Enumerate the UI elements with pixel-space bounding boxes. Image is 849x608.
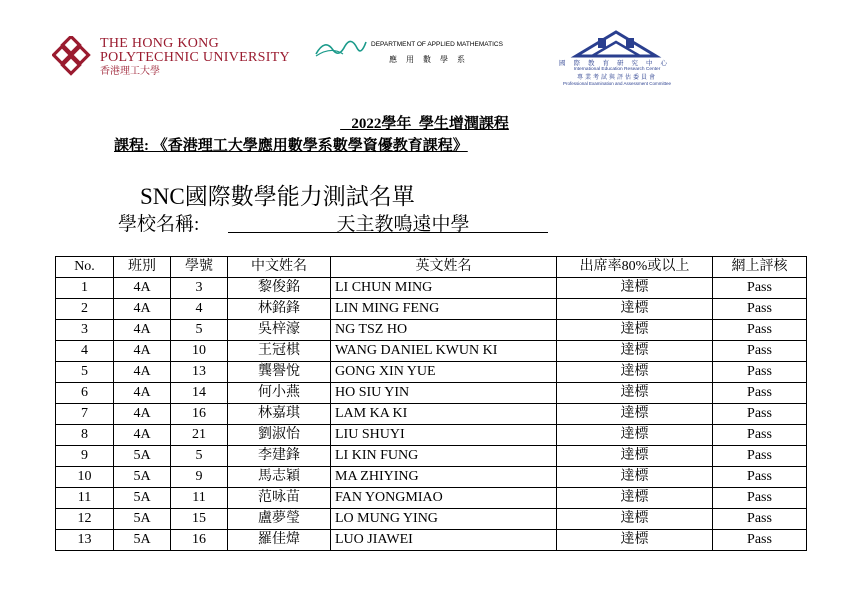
cell-attendance: 達標 — [557, 404, 713, 425]
cell-online-assessment: Pass — [713, 362, 807, 383]
leap-name-line1: 國際教育研究中心 — [559, 60, 675, 67]
cell-attendance: 達標 — [557, 362, 713, 383]
cell-online-assessment: Pass — [713, 446, 807, 467]
cell-number: 7 — [56, 404, 114, 425]
cell-class: 5A — [114, 530, 171, 551]
polyu-name-line2: POLYTECHNIC UNIVERSITY — [100, 50, 290, 65]
ama-name-english: DEPARTMENT OF APPLIED MATHEMATICS — [371, 41, 503, 48]
table-row — [56, 362, 807, 383]
cell-number: 13 — [56, 530, 114, 551]
leap-logo — [552, 30, 682, 86]
col-header-online-assessment: 網上評核 — [713, 257, 807, 278]
cell-number: 8 — [56, 425, 114, 446]
cell-class: 4A — [114, 341, 171, 362]
polyu-name-line1: THE HONG KONG — [100, 36, 219, 51]
cell-english-name: HO SIU YIN — [331, 383, 557, 404]
cell-online-assessment: Pass — [713, 467, 807, 488]
cell-attendance: 達標 — [557, 446, 713, 467]
cell-english-name: LI KIN FUNG — [331, 446, 557, 467]
course-name-heading: 課程: 《香港理工大學應用數學系數學資優教育課程》 — [114, 138, 468, 154]
cell-english-name: MA ZHIYING — [331, 467, 557, 488]
cell-number: 12 — [56, 509, 114, 530]
table-row — [56, 299, 807, 320]
cell-student-no: 16 — [171, 404, 228, 425]
cell-chinese-name: 王冠棋 — [228, 341, 331, 362]
cell-class: 4A — [114, 278, 171, 299]
ama-name-chinese: 應用數學系 — [389, 55, 474, 64]
cell-attendance: 達標 — [557, 488, 713, 509]
cell-student-no: 16 — [171, 530, 228, 551]
col-header-chinese-name: 中文姓名 — [228, 257, 331, 278]
col-header-english-name: 英文姓名 — [331, 257, 557, 278]
cell-student-no: 10 — [171, 341, 228, 362]
cell-english-name: FAN YONGMIAO — [331, 488, 557, 509]
cell-online-assessment: Pass — [713, 425, 807, 446]
cell-student-no: 9 — [171, 467, 228, 488]
cell-chinese-name: 馬志穎 — [228, 467, 331, 488]
cell-chinese-name: 林嘉琪 — [228, 404, 331, 425]
ama-logo — [313, 32, 503, 72]
document-title: SNC國際數學能力測試名單 — [140, 184, 415, 209]
cell-class: 5A — [114, 509, 171, 530]
cell-online-assessment: Pass — [713, 530, 807, 551]
cell-english-name: NG TSZ HO — [331, 320, 557, 341]
polyu-name-chinese: 香港理工大學 — [100, 66, 160, 77]
cell-class: 4A — [114, 320, 171, 341]
cell-number: 9 — [56, 446, 114, 467]
cell-english-name: LUO JIAWEI — [331, 530, 557, 551]
col-header-number: No. — [56, 257, 114, 278]
table-row — [56, 425, 807, 446]
course-year-heading: 2022學年 學生增潤課程 — [340, 116, 509, 132]
cell-class: 5A — [114, 488, 171, 509]
cell-number: 10 — [56, 467, 114, 488]
cell-chinese-name: 李建鋒 — [228, 446, 331, 467]
cell-online-assessment: Pass — [713, 404, 807, 425]
cell-number: 6 — [56, 383, 114, 404]
cell-online-assessment: Pass — [713, 341, 807, 362]
cell-class: 4A — [114, 404, 171, 425]
polyu-emblem-icon — [52, 36, 96, 80]
leap-emblem-icon — [570, 30, 662, 58]
table-row — [56, 404, 807, 425]
cell-online-assessment: Pass — [713, 509, 807, 530]
cell-chinese-name: 龔譽悅 — [228, 362, 331, 383]
cell-attendance: 達標 — [557, 509, 713, 530]
cell-chinese-name: 黎俊銘 — [228, 278, 331, 299]
roster-table — [55, 256, 807, 551]
leap-name-line3: 專業考試與評估委員會 — [576, 75, 657, 81]
table-row — [56, 446, 807, 467]
cell-student-no: 3 — [171, 278, 228, 299]
cell-attendance: 達標 — [557, 425, 713, 446]
cell-number: 11 — [56, 488, 114, 509]
leap-name-line2: International Education Research Center — [573, 67, 661, 72]
cell-english-name: WANG DANIEL KWUN KI — [331, 341, 557, 362]
cell-class: 4A — [114, 299, 171, 320]
ama-wave-icon — [313, 34, 369, 62]
col-header-class: 班別 — [114, 257, 171, 278]
cell-attendance: 達標 — [557, 530, 713, 551]
polyu-wordmark — [100, 37, 290, 78]
col-header-attendance: 出席率80%或以上 — [557, 257, 713, 278]
cell-english-name: GONG XIN YUE — [331, 362, 557, 383]
cell-number: 3 — [56, 320, 114, 341]
table-row — [56, 341, 807, 362]
cell-english-name: LAM KA KI — [331, 404, 557, 425]
cell-student-no: 5 — [171, 320, 228, 341]
cell-english-name: LIN MING FENG — [331, 299, 557, 320]
table-row — [56, 509, 807, 530]
cell-attendance: 達標 — [557, 341, 713, 362]
cell-number: 1 — [56, 278, 114, 299]
cell-class: 5A — [114, 446, 171, 467]
cell-attendance: 達標 — [557, 320, 713, 341]
cell-chinese-name: 范咏苗 — [228, 488, 331, 509]
leap-wordmark — [552, 58, 682, 86]
table-row — [56, 320, 807, 341]
table-row — [56, 278, 807, 299]
table-row — [56, 488, 807, 509]
cell-student-no: 14 — [171, 383, 228, 404]
cell-chinese-name: 劉淑怡 — [228, 425, 331, 446]
cell-online-assessment: Pass — [713, 299, 807, 320]
cell-chinese-name: 何小燕 — [228, 383, 331, 404]
cell-online-assessment: Pass — [713, 278, 807, 299]
cell-english-name: LO MUNG YING — [331, 509, 557, 530]
cell-attendance: 達標 — [557, 383, 713, 404]
cell-class: 4A — [114, 362, 171, 383]
polyu-logo — [52, 34, 290, 82]
cell-student-no: 11 — [171, 488, 228, 509]
cell-chinese-name: 吳梓濠 — [228, 320, 331, 341]
cell-chinese-name: 林銘鋒 — [228, 299, 331, 320]
cell-class: 4A — [114, 383, 171, 404]
cell-student-no: 5 — [171, 446, 228, 467]
cell-english-name: LI CHUN MING — [331, 278, 557, 299]
cell-number: 4 — [56, 341, 114, 362]
leap-name-line4: Professional Examination and Assessment Committee — [562, 81, 672, 86]
roster-body — [56, 278, 807, 551]
table-row — [56, 383, 807, 404]
ama-wordmark — [371, 41, 503, 65]
cell-english-name: LIU SHUYI — [331, 425, 557, 446]
cell-student-no: 4 — [171, 299, 228, 320]
table-row — [56, 530, 807, 551]
cell-attendance: 達標 — [557, 299, 713, 320]
cell-chinese-name: 羅佳煒 — [228, 530, 331, 551]
cell-chinese-name: 盧夢瑩 — [228, 509, 331, 530]
cell-student-no: 21 — [171, 425, 228, 446]
cell-online-assessment: Pass — [713, 488, 807, 509]
cell-student-no: 15 — [171, 509, 228, 530]
cell-attendance: 達標 — [557, 278, 713, 299]
cell-number: 5 — [56, 362, 114, 383]
school-label: 學校名稱: — [118, 214, 200, 235]
table-header-row — [56, 257, 807, 278]
cell-class: 4A — [114, 425, 171, 446]
table-row — [56, 467, 807, 488]
cell-online-assessment: Pass — [713, 320, 807, 341]
school-name: 天主教鳴遠中學 — [228, 209, 548, 233]
cell-attendance: 達標 — [557, 467, 713, 488]
cell-class: 5A — [114, 467, 171, 488]
cell-student-no: 13 — [171, 362, 228, 383]
cell-number: 2 — [56, 299, 114, 320]
col-header-student-no: 學號 — [171, 257, 228, 278]
cell-online-assessment: Pass — [713, 383, 807, 404]
